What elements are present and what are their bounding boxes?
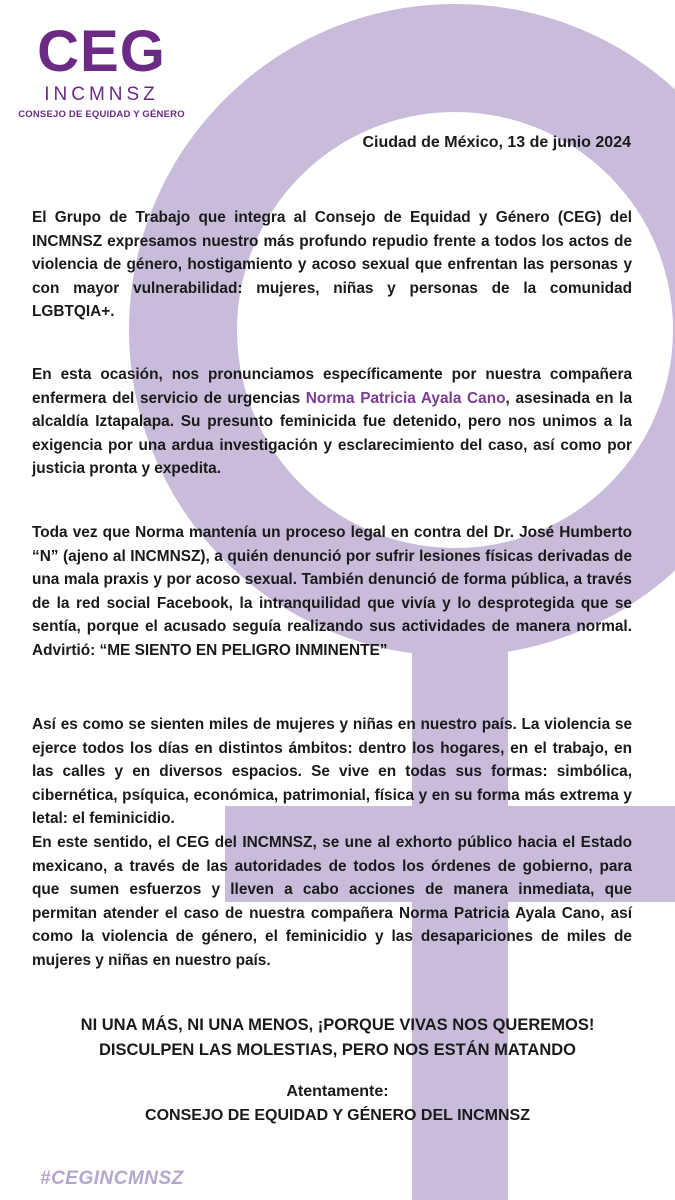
logo-title: CEG — [37, 19, 166, 84]
slogan-line-1: NI UNA MÁS, NI UNA MENOS, ¡PORQUE VIVAS NOS QUEREMOS! — [80, 1016, 595, 1034]
slogans — [0, 1013, 675, 1063]
paragraph-pronunciamiento — [32, 363, 632, 481]
salutation: Atentamente: — [286, 1083, 389, 1100]
paragraph-proceso-legal: Toda vez que Norma mantenía un proceso legal en contra del Dr. José Humberto “N” (ajeno al INCMNSZ), a quién denunció por sufrir lesiones físicas derivadas de una mala praxis y por acoso sexual. También denunció de forma pública, a través de la red social Facebook, la intranquilidad que vivía y lo desprotegida que se sentía, porque el acusado seguía realizando sus actividades de manera normal. Advirtió: “ME SIENTO EN PELIGRO INMINENTE” — [32, 524, 632, 659]
signature: CONSEJO DE EQUIDAD Y GÉNERO DEL INCMNSZ — [145, 1107, 530, 1124]
slogan-line-2: DISCULPEN LAS MOLESTIAS, PERO NOS ESTÁN MATANDO — [99, 1041, 576, 1059]
paragraph-violencia: Así es como se sienten miles de mujeres y niñas en nuestro país. La violencia se ejerce todos los días en distintos ámbitos: dentro los hogares, en el trabajo, en las calles y en diversos espacios. Se vive en todas sus formas: simbólica, cibernética, psíquica, económica, patrimonial, física y en su forma más extrema y letal: el feminicidio. — [32, 716, 632, 828]
ceg-logo — [14, 19, 189, 121]
logo-tagline: CONSEJO DE EQUIDAD Y GÉNERO — [18, 109, 185, 120]
paragraph-text: En esta ocasión, nos pronunciamos específicamente por nuestra compañera enfermera del servicio de urgencias — [32, 366, 632, 407]
logo-institution: INCMNSZ — [44, 84, 159, 105]
date-line: Ciudad de México, 13 de junio 2024 — [362, 134, 631, 151]
paragraph-repudio: El Grupo de Trabajo que integra al Consejo de Equidad y Género (CEG) del INCMNSZ expresamos nuestro más profundo repudio frente a todos los actos de violencia de género, hostigamiento y acoso sexual que enfrentan las personas y con mayor vulnerabilidad: mujeres, niñas y personas de la comunidad LGBTQIA+. — [32, 209, 632, 321]
paragraph-exhorto — [32, 713, 632, 973]
hashtag: #CEGINCMNSZ — [40, 1168, 184, 1189]
paragraph-text: , asesinada en la alcaldía Iztapalapa. Su presunto feminicida fue detenido, pero nos unimos a la exigencia por una ardua investigación y esclarecimiento del caso, así como por justicia pronta y expedita. — [32, 389, 633, 478]
paragraph-estado: En este sentido, el CEG del INCMNSZ, se une al exhorto público hacia el Estado mexicano, a través de las autoridades de todos los órdenes de gobierno, para que sumen esfuerzos y lleven a cabo acciones de manera inmediata, que permitan atender el caso de nuestra compañera Norma Patricia Ayala Cano, así como la violencia de género, el feminicidio y las desapariciones de miles de mujeres y niñas en nuestro país. — [32, 833, 632, 969]
closing — [0, 1080, 675, 1128]
victim-name: Norma Patricia Ayala Cano — [305, 389, 506, 407]
